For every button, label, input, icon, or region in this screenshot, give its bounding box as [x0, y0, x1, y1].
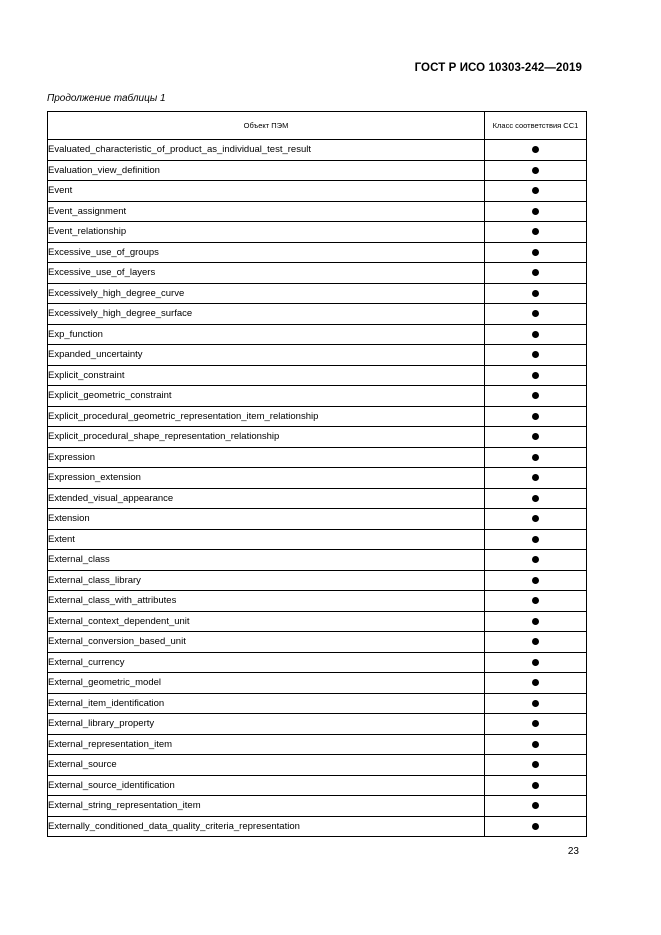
entity-name-cell: Excessive_use_of_layers [48, 263, 485, 284]
table-row [48, 365, 587, 386]
conformance-mark-cell [485, 775, 587, 796]
conformance-mark-cell [485, 570, 587, 591]
conformance-mark-cell [485, 386, 587, 407]
table-row [48, 714, 587, 735]
entity-name-cell: External_geometric_model [48, 673, 485, 694]
filled-bullet-icon [532, 208, 539, 215]
filled-bullet-icon [532, 556, 539, 563]
entity-name-cell: External_item_identification [48, 693, 485, 714]
conformance-mark-cell [485, 324, 587, 345]
entity-name-cell: External_conversion_based_unit [48, 632, 485, 653]
table-row [48, 693, 587, 714]
entity-name-cell: External_class [48, 550, 485, 571]
entity-name-cell: Exp_function [48, 324, 485, 345]
column-header-object: Объект ПЭМ [48, 112, 485, 140]
filled-bullet-icon [532, 761, 539, 768]
entity-name-cell: Event_relationship [48, 222, 485, 243]
table-row [48, 283, 587, 304]
table-row [48, 673, 587, 694]
filled-bullet-icon [532, 249, 539, 256]
conformance-mark-cell [485, 242, 587, 263]
table-row [48, 734, 587, 755]
filled-bullet-icon [532, 536, 539, 543]
filled-bullet-icon [532, 474, 539, 481]
conformance-mark-cell [485, 181, 587, 202]
table-row [48, 632, 587, 653]
entity-name-cell: External_library_property [48, 714, 485, 735]
conformance-mark-cell [485, 734, 587, 755]
entity-name-cell: Externally_conditioned_data_quality_criteria_representation [48, 816, 485, 837]
entity-name-cell: Explicit_procedural_geometric_representation_item_relationship [48, 406, 485, 427]
filled-bullet-icon [532, 372, 539, 379]
conformance-mark-cell [485, 529, 587, 550]
conformance-mark-cell [485, 755, 587, 776]
filled-bullet-icon [532, 228, 539, 235]
filled-bullet-icon [532, 433, 539, 440]
entity-name-cell: External_class_with_attributes [48, 591, 485, 612]
table-body [48, 140, 587, 837]
conformance-mark-cell [485, 427, 587, 448]
entity-name-cell: Extension [48, 509, 485, 530]
conformance-mark-cell [485, 447, 587, 468]
filled-bullet-icon [532, 638, 539, 645]
entity-name-cell: External_class_library [48, 570, 485, 591]
entity-name-cell: External_source_identification [48, 775, 485, 796]
table-row [48, 386, 587, 407]
entity-name-cell: Excessively_high_degree_curve [48, 283, 485, 304]
table-row [48, 488, 587, 509]
filled-bullet-icon [532, 290, 539, 297]
entity-name-cell: External_currency [48, 652, 485, 673]
conformance-mark-cell [485, 201, 587, 222]
entity-name-cell: Extent [48, 529, 485, 550]
filled-bullet-icon [532, 146, 539, 153]
filled-bullet-icon [532, 577, 539, 584]
conformance-mark-cell [485, 796, 587, 817]
table-row [48, 570, 587, 591]
table-row [48, 652, 587, 673]
table-caption: Продолжение таблицы 1 [47, 93, 166, 104]
filled-bullet-icon [532, 720, 539, 727]
filled-bullet-icon [532, 802, 539, 809]
conformance-mark-cell [485, 611, 587, 632]
table-row [48, 201, 587, 222]
filled-bullet-icon [532, 782, 539, 789]
table-row [48, 345, 587, 366]
table-row [48, 775, 587, 796]
column-header-class-label: Класс соответствия СС1 [492, 120, 579, 130]
conformance-mark-cell [485, 263, 587, 284]
conformance-mark-cell [485, 365, 587, 386]
table-row [48, 796, 587, 817]
filled-bullet-icon [532, 392, 539, 399]
conformance-mark-cell [485, 468, 587, 489]
conformance-mark-cell [485, 304, 587, 325]
table-header-row [48, 112, 587, 140]
entity-name-cell: Evaluated_characteristic_of_product_as_individual_test_result [48, 140, 485, 161]
filled-bullet-icon [532, 413, 539, 420]
conformance-mark-cell [485, 488, 587, 509]
table-row [48, 181, 587, 202]
table-row [48, 324, 587, 345]
conformance-mark-cell [485, 673, 587, 694]
entity-name-cell: Evaluation_view_definition [48, 160, 485, 181]
conformance-mark-cell [485, 140, 587, 161]
table-row [48, 447, 587, 468]
filled-bullet-icon [532, 167, 539, 174]
table-row [48, 509, 587, 530]
conformance-mark-cell [485, 693, 587, 714]
table-row [48, 140, 587, 161]
conformance-mark-cell [485, 406, 587, 427]
filled-bullet-icon [532, 269, 539, 276]
entity-name-cell: External_string_representation_item [48, 796, 485, 817]
conformance-mark-cell [485, 222, 587, 243]
filled-bullet-icon [532, 187, 539, 194]
table-row [48, 222, 587, 243]
conformance-mark-cell [485, 816, 587, 837]
conformance-mark-cell [485, 509, 587, 530]
document-id: ГОСТ Р ИСО 10303-242—2019 [414, 62, 582, 74]
conformance-mark-cell [485, 550, 587, 571]
conformance-mark-cell [485, 714, 587, 735]
table-row [48, 816, 587, 837]
column-header-class [485, 112, 587, 140]
entity-name-cell: Event [48, 181, 485, 202]
conformance-mark-cell [485, 160, 587, 181]
table-row [48, 468, 587, 489]
entity-name-cell: Explicit_procedural_shape_representation_relationship [48, 427, 485, 448]
table-row [48, 263, 587, 284]
entity-name-cell: Expression [48, 447, 485, 468]
conformance-mark-cell [485, 591, 587, 612]
filled-bullet-icon [532, 618, 539, 625]
entity-name-cell: Event_assignment [48, 201, 485, 222]
table-row [48, 160, 587, 181]
filled-bullet-icon [532, 597, 539, 604]
page-number: 23 [567, 846, 579, 857]
table-row [48, 242, 587, 263]
table-row [48, 406, 587, 427]
entity-name-cell: Extended_visual_appearance [48, 488, 485, 509]
filled-bullet-icon [532, 515, 539, 522]
filled-bullet-icon [532, 351, 539, 358]
filled-bullet-icon [532, 823, 539, 830]
entity-name-cell: Excessive_use_of_groups [48, 242, 485, 263]
filled-bullet-icon [532, 331, 539, 338]
entity-name-cell: Explicit_geometric_constraint [48, 386, 485, 407]
table-row [48, 550, 587, 571]
table-row [48, 611, 587, 632]
filled-bullet-icon [532, 679, 539, 686]
filled-bullet-icon [532, 659, 539, 666]
conformance-mark-cell [485, 652, 587, 673]
conformance-mark-cell [485, 345, 587, 366]
conformance-mark-cell [485, 632, 587, 653]
entity-name-cell: External_source [48, 755, 485, 776]
entity-name-cell: Expanded_uncertainty [48, 345, 485, 366]
conformance-mark-cell [485, 283, 587, 304]
table-row [48, 529, 587, 550]
entity-name-cell: External_representation_item [48, 734, 485, 755]
filled-bullet-icon [532, 700, 539, 707]
filled-bullet-icon [532, 741, 539, 748]
conformance-table [47, 111, 587, 837]
filled-bullet-icon [532, 495, 539, 502]
entity-name-cell: Explicit_constraint [48, 365, 485, 386]
table-row [48, 304, 587, 325]
table-row [48, 755, 587, 776]
table-row [48, 427, 587, 448]
entity-name-cell: Excessively_high_degree_surface [48, 304, 485, 325]
table-row [48, 591, 587, 612]
filled-bullet-icon [532, 454, 539, 461]
entity-name-cell: Expression_extension [48, 468, 485, 489]
filled-bullet-icon [532, 310, 539, 317]
entity-name-cell: External_context_dependent_unit [48, 611, 485, 632]
